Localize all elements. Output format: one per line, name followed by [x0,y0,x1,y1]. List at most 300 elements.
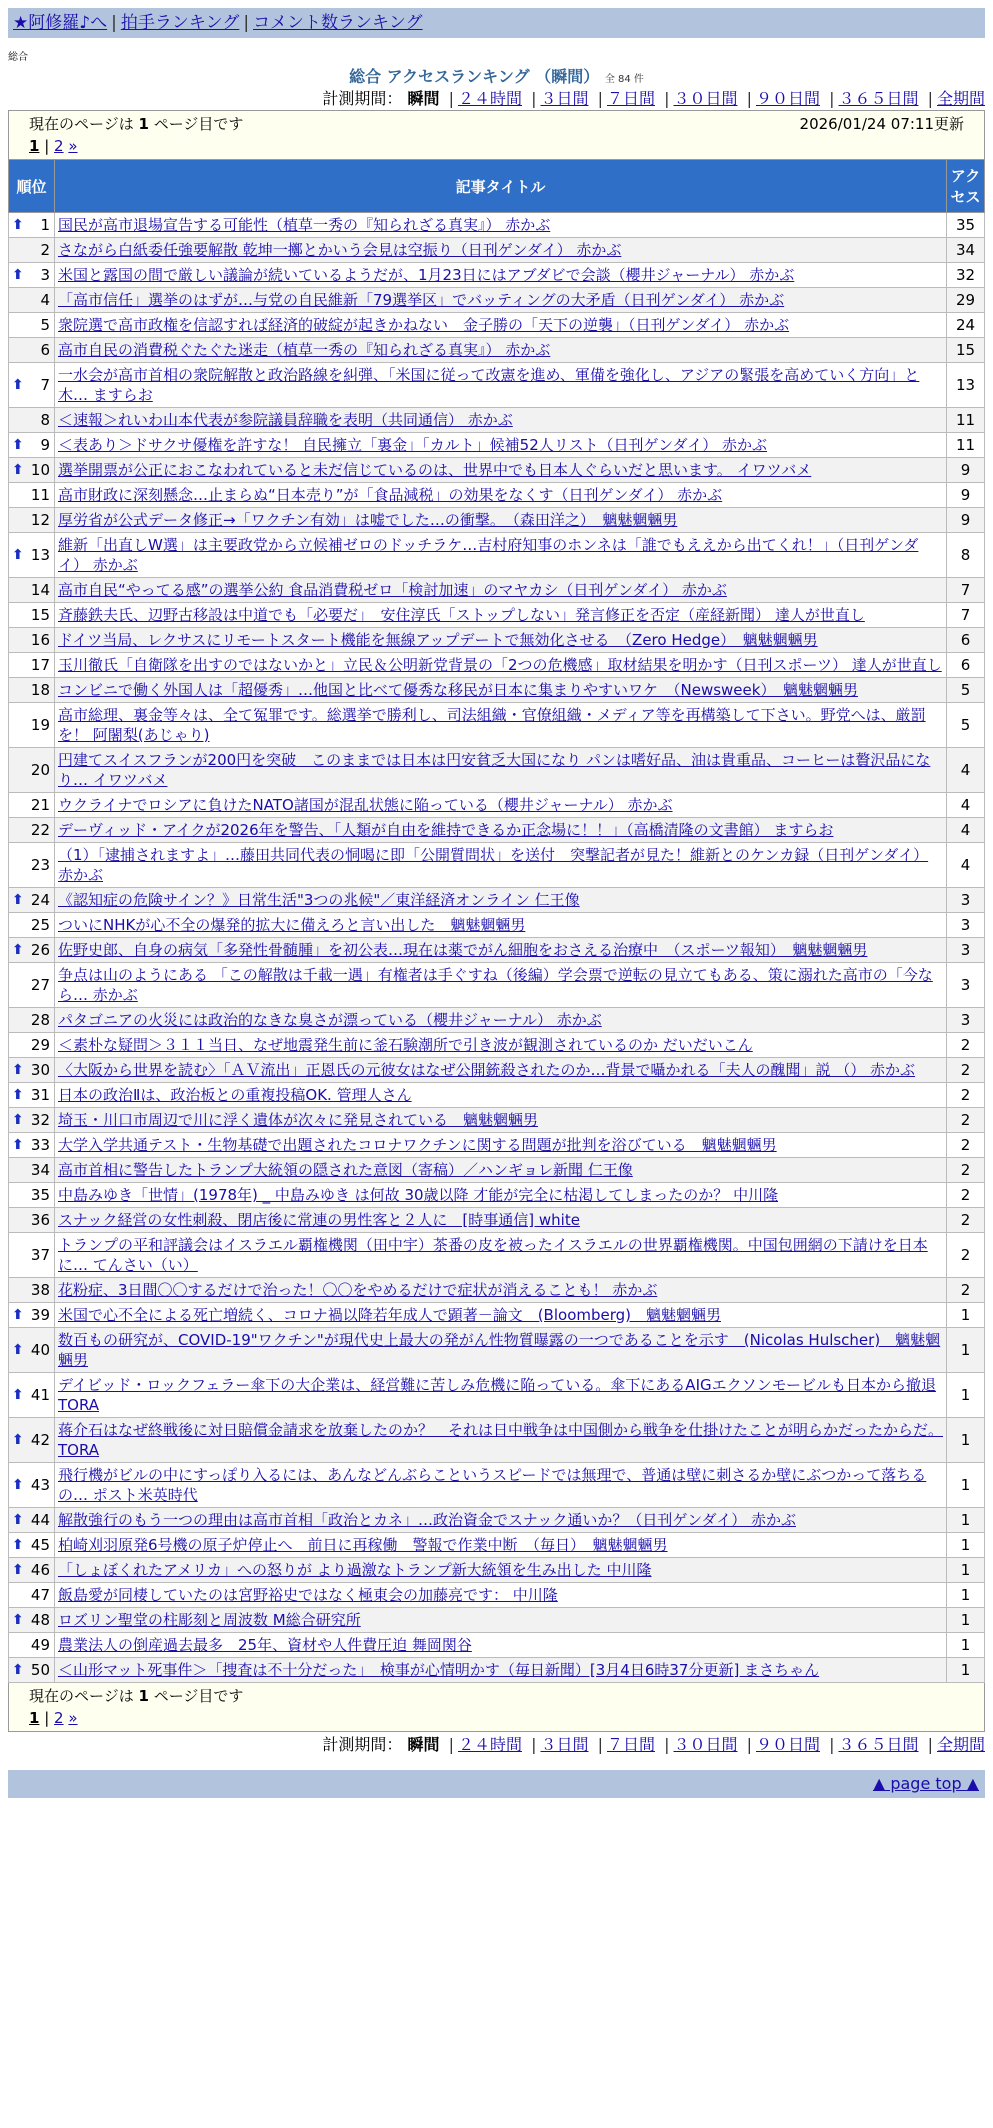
rank-cell [9,1608,55,1633]
table-row [9,1373,985,1418]
rank-up-arrow-icon: ⬆ [12,1562,24,1578]
rank-number: 39 [30,1306,50,1324]
rank-cell [9,338,55,363]
article-link[interactable]: 選挙開票が公正におこなわれていると未だ信じているのは、世界中でも日本人ぐらいだと思います。 イワツバメ [58,461,812,479]
table-row [9,888,985,913]
access-count: 1 [947,1533,985,1558]
rank-cell [9,1183,55,1208]
access-count: 32 [947,263,985,288]
rank-up-arrow-icon: ⬆ [12,1387,24,1403]
title-cell [55,1303,947,1328]
rank-cell [9,1533,55,1558]
page-top-link[interactable]: ▲ page top ▲ [872,1774,979,1793]
rank-number: 5 [40,316,50,334]
rank-up-arrow-icon: ⬆ [12,942,24,958]
rank-number: 1 [40,216,50,234]
rank-number: 35 [30,1186,50,1204]
access-count: 1 [947,1463,985,1508]
period-3d-link-bottom[interactable]: ３日間 [540,1735,589,1754]
asyura-home-link[interactable]: ★阿修羅♪へ [13,13,108,33]
rank-up-arrow-icon: ⬆ [12,1342,24,1358]
title-cell [55,913,947,938]
access-count: 2 [947,1183,985,1208]
access-count: 4 [947,843,985,888]
table-row [9,483,985,508]
rank-cell [9,748,55,793]
table-row [9,1108,985,1133]
access-count: 3 [947,913,985,938]
access-count: 2 [947,1108,985,1133]
table-row [9,1058,985,1083]
rank-number: 13 [30,546,50,564]
article-link[interactable]: 「しょぼくれたアメリカ」への怒りが より過激なトランプ新大統領を生み出した 中川隆 [58,1561,652,1579]
title-cell [55,213,947,238]
rank-number: 22 [30,821,50,839]
rank-up-arrow-icon: ⬆ [12,1137,24,1153]
title-cell [55,1208,947,1233]
access-count: 9 [947,508,985,533]
rank-cell [9,1033,55,1058]
article-link[interactable]: 解散強行のもう一つの理由は高市首相「政治とカネ」…政治資金でスナック通いか？（日刊ゲンダイ） 赤かぶ [58,1511,796,1529]
title-cell [55,678,947,703]
rank-cell [9,1278,55,1303]
table-row [9,1158,985,1183]
rank-cell [9,1303,55,1328]
rank-up-arrow-icon: ⬆ [12,1112,24,1128]
rank-number: 10 [30,461,50,479]
title-cell [55,433,947,458]
article-link[interactable]: 維新「出直しW選」は主要政党から立候補ゼロのドッチラケ…吉村府知事のホンネは「誰でもええから出てくれ！」（日刊ゲンダイ） 赤かぶ [58,536,919,574]
rank-number: 19 [30,716,50,734]
article-link[interactable]: 《認知症の危険サイン？》日常生活"3つの兆候"／東洋経済オンライン 仁王像 [58,891,580,909]
title-cell [55,1373,947,1418]
rank-cell [9,1058,55,1083]
header-access: アクセス [947,160,985,213]
table-row [9,628,985,653]
access-count: 24 [947,313,985,338]
rank-cell [9,963,55,1008]
table-row [9,238,985,263]
access-count: 1 [947,1373,985,1418]
rank-number: 20 [30,761,50,779]
rank-up-arrow-icon: ⬆ [12,1612,24,1628]
rank-cell [9,458,55,483]
rank-up-arrow-icon: ⬆ [12,377,24,393]
title-cell [55,1233,947,1278]
article-link[interactable]: 円建てスイスフランが200円を突破 このままでは日本は円安貧乏大国になり パンは嗜好品、油は貴重品、コーヒーは贅沢品になり… イワツバメ [58,751,931,789]
table-row [9,1303,985,1328]
title-cell [55,1418,947,1463]
rank-cell [9,533,55,578]
rank-cell [9,1508,55,1533]
title-cell [55,1158,947,1183]
rank-up-arrow-icon: ⬆ [12,892,24,908]
access-count: 4 [947,793,985,818]
rank-cell [9,1083,55,1108]
period-7d-link-bottom[interactable]: ７日間 [606,1735,655,1754]
access-count: 2 [947,1208,985,1233]
rank-number: 11 [30,486,50,504]
title-cell [55,508,947,533]
rank-up-arrow-icon: ⬆ [12,1432,24,1448]
article-link[interactable]: 争点は山のようにある 「この解散は千載一遇」有権者は手ぐすね（後編）学会票で逆転の見立てもある、策に溺れた高市の「今なら… 赤かぶ [58,966,933,1004]
rank-number: 34 [30,1161,50,1179]
title-cell [55,1658,947,1683]
article-link[interactable]: （1）「逮捕されますよ」…藤田共同代表の恫喝に即「公開質問状」を送付 突撃記者が見た！維新とのケンカ録（日刊ゲンダイ） 赤かぶ [58,846,929,884]
table-row [9,843,985,888]
article-link[interactable]: 斉藤鉄夫氏、辺野古移設は中道でも「必要だ」 安住淳氏「ストップしない」発言修正を否定（産経新聞） 達人が世直し [58,606,865,624]
article-link[interactable]: ＜素朴な疑問＞３１１当日、なぜ地震発生前に釜石験潮所で引き波が観測されているのか だいだいこん [58,1036,753,1054]
period-24h-link[interactable]: ２４時間 [457,89,522,108]
table-row [9,1508,985,1533]
rank-cell [9,1108,55,1133]
access-count: 1 [947,1508,985,1533]
pager-bottom: 現在のページは 1 ページ目です 1 | 2 » [8,1683,985,1732]
title-cell [55,1083,947,1108]
access-count: 6 [947,628,985,653]
rank-cell [9,1418,55,1463]
article-link[interactable]: 数百もの研究が、COVID-19"ワクチン"が現代史上最大の発がん性物質曝露の一つであることを示す (Nicolas Hulscher) 魑魅魍魎男 [58,1331,941,1369]
rank-cell [9,818,55,843]
period-30d-link[interactable]: ３０日間 [673,89,738,108]
article-link[interactable]: ＜速報＞れいわ山本代表が参院議員辞職を表明（共同通信） 赤かぶ [58,411,513,429]
access-count: 11 [947,408,985,433]
article-link[interactable]: 国民が高市退場宣告する可能性（植草一秀の『知られざる真実』） 赤かぶ [58,216,551,234]
article-link[interactable]: 農業法人の倒産過去最多 25年、資材や人件費圧迫 舞岡関谷 [58,1636,472,1654]
rank-number: 26 [30,941,50,959]
period-24h-link-bottom[interactable]: ２４時間 [457,1735,522,1754]
title-cell [55,578,947,603]
pager-top: 現在のページは 1 ページ目です 2026/01/24 07:11更新 1 | 2 » [8,110,985,159]
rank-number: 48 [30,1611,50,1629]
access-count: 3 [947,963,985,1008]
access-count: 1 [947,1418,985,1463]
title-cell [55,1058,947,1083]
rank-number: 27 [30,976,50,994]
rank-up-arrow-icon: ⬆ [12,1512,24,1528]
access-count: 4 [947,748,985,793]
title-cell [55,458,947,483]
rank-number: 17 [30,656,50,674]
title-cell [55,338,947,363]
title-cell [55,1183,947,1208]
bottom-bar [8,1770,985,1798]
period-90d-link-bottom[interactable]: ９０日間 [755,1735,820,1754]
access-count: 2 [947,1133,985,1158]
table-row [9,1233,985,1278]
rank-number: 36 [30,1211,50,1229]
table-row [9,408,985,433]
rank-number: 28 [30,1011,50,1029]
access-count: 8 [947,533,985,578]
comment-ranking-link[interactable]: コメント数ランキング [253,13,423,33]
rank-up-arrow-icon: ⬆ [12,1477,24,1493]
title-cell [55,1533,947,1558]
next-page-link[interactable]: » [68,137,78,155]
category-label: 総合 [8,52,28,63]
table-row [9,1533,985,1558]
access-count: 9 [947,483,985,508]
article-link[interactable]: 佐野史郎、自身の病気「多発性骨髄腫」を初公表…現在は薬でがん細胞をおさえる治療中 （スポーツ報知） 魑魅魍魎男 [58,941,868,959]
access-count: 29 [947,288,985,313]
rank-number: 2 [40,241,50,259]
table-row [9,748,985,793]
access-count: 15 [947,338,985,363]
table-row [9,1463,985,1508]
rank-cell [9,1328,55,1373]
rank-up-arrow-icon: ⬆ [12,437,24,453]
period-365d-link[interactable]: ３６５日間 [838,89,919,108]
access-count: 4 [947,818,985,843]
title-cell [55,603,947,628]
table-row [9,793,985,818]
title-cell [55,1008,947,1033]
access-count: 5 [947,703,985,748]
access-count: 1 [947,1633,985,1658]
table-row [9,313,985,338]
article-link[interactable]: デイビッド・ロックフェラー傘下の大企業は、経営難に苦しみ危機に陥っている。傘下にあるAIGエクソンモービルも日本から撤退 TORA [58,1376,937,1414]
table-row [9,1183,985,1208]
top-nav-bar: ★阿修羅♪へ | 拍手ランキング | コメント数ランキング [8,8,985,38]
period-30d-link-bottom[interactable]: ３０日間 [673,1735,738,1754]
rank-cell [9,263,55,288]
access-count: 1 [947,1608,985,1633]
rank-number: 18 [30,681,50,699]
rank-cell [9,213,55,238]
article-link[interactable]: 飯島愛が同棲していたのは宮野裕史ではなく極東会の加藤亮です： 中川隆 [58,1586,558,1604]
access-count: 7 [947,578,985,603]
title-cell [55,313,947,338]
table-row [9,703,985,748]
table-row [9,458,985,483]
table-row [9,913,985,938]
period-7d-link[interactable]: ７日間 [606,89,655,108]
rank-number: 23 [30,856,50,874]
rank-number: 40 [30,1341,50,1359]
article-link[interactable]: ついにNHKが心不全の爆発的拡大に備えろと言い出した 魑魅魍魎男 [58,916,526,934]
article-link[interactable]: 高市財政に深刻懸念…止まらぬ“日本売り”が「食品減税」の効果をなくす（日刊ゲンダイ） 赤かぶ [58,486,723,504]
rank-cell [9,888,55,913]
article-link[interactable]: スナック経営の女性刺殺、閉店後に常連の男性客と２人に [時事通信] white [58,1211,580,1229]
rank-cell [9,1208,55,1233]
rank-cell [9,603,55,628]
table-row [9,533,985,578]
rank-cell [9,793,55,818]
article-link[interactable]: 柏崎刈羽原発6号機の原子炉停止へ 前日に再稼働 警報で作業中断 （毎日） 魑魅魍魎男 [58,1536,668,1554]
rank-cell [9,578,55,603]
rank-number: 32 [30,1111,50,1129]
period-selector-bottom: 計測期間： 瞬間 | ２４時間 | ３日間 | ７日間 | ３０日間 | ９０日間 | ３６５日間 | 全期間 [322,1735,985,1754]
article-link[interactable]: 〈大阪から世界を読む〉「ＡＶ流出」正恩氏の元彼女はなぜ公開銃殺されたのか…背景で囁かれる「夫人の醜聞」説 （） 赤かぶ [58,1061,916,1079]
period-365d-link-bottom[interactable]: ３６５日間 [838,1735,919,1754]
title-cell [55,1278,947,1303]
title-cell [55,263,947,288]
rank-cell [9,913,55,938]
ranking-table [8,159,985,1683]
article-link[interactable]: 厚労省が公式データ修正→「ワクチン有効」は嘘でした…の衝撃。 （森田洋之） 魑魅魍魎男 [58,511,678,529]
rank-number: 4 [40,291,50,309]
period-label: 計測期間： [322,89,403,108]
rank-cell [9,1158,55,1183]
article-link[interactable]: 花粉症、3日間〇〇するだけで治った！〇〇をやめるだけで症状が消えることも！ 赤かぶ [58,1281,658,1299]
rank-number: 14 [30,581,50,599]
article-link[interactable]: 「高市信任」選挙のはずが…与党の自民維新「79選挙区」でバッティングの大矛盾（日刊ゲンダイ） 赤かぶ [58,291,785,309]
period-current: 瞬間 [407,89,440,108]
access-count: 3 [947,888,985,913]
article-link[interactable]: 埼玉・川口市周辺で川に浮く遺体が次々に発見されている 魑魅魍魎男 [58,1111,539,1129]
rank-up-arrow-icon: ⬆ [12,217,24,233]
page-status-bottom: 現在のページは 1 ページ目です [29,1687,244,1705]
title-cell [55,1583,947,1608]
table-row [9,433,985,458]
rank-number: 49 [30,1636,50,1654]
access-count: 3 [947,938,985,963]
table-row [9,288,985,313]
table-row [9,1558,985,1583]
period-all-link-bottom[interactable]: 全期間 [936,1735,985,1754]
rank-number: 50 [30,1661,50,1679]
title-cell [55,1463,947,1508]
period-3d-link[interactable]: ３日間 [540,89,589,108]
article-link[interactable]: ロズリン聖堂の柱彫刻と周波数 M総合研究所 [58,1611,361,1629]
rank-up-arrow-icon: ⬆ [12,1307,24,1323]
period-all-link[interactable]: 全期間 [936,89,985,108]
access-count: 1 [947,1583,985,1608]
article-link[interactable]: 中島みゆき「世情」(1978年) _ 中島みゆき は何故 30歳以降 才能が完全に枯渇してしまったのか？ 中川隆 [58,1186,779,1204]
table-row [9,1608,985,1633]
table-row [9,363,985,408]
title-cell [55,818,947,843]
article-link[interactable]: 蒋介石はなぜ終戦後に対日賠償金請求を放棄したのか？ それは日中戦争は中国側から戦争を仕掛けたことが明らかだったからだ。 TORA [58,1421,944,1459]
rank-number: 16 [30,631,50,649]
table-row [9,1658,985,1683]
page-2-link-bottom[interactable]: 2 [54,1709,64,1727]
page-status: 現在のページは 1 ページ目です [29,115,244,133]
rank-cell [9,1658,55,1683]
article-link[interactable]: さながら白紙委任強要解散 乾坤一擲とかいう会見は空振り（日刊ゲンダイ） 赤かぶ [58,241,622,259]
rank-number: 37 [30,1246,50,1264]
article-link[interactable]: コンビニで働く外国人は「超優秀」…他国と比べて優秀な移民が日本に集まりやすいワケ （Newsweek） 魑魅魍魎男 [58,681,858,699]
article-link[interactable]: 高市自民“やってる感”の選挙公約 食品消費税ゼロ「検討加速」のマヤカシ（日刊ゲンダイ） 赤かぶ [58,581,727,599]
article-link[interactable]: 一水会が高市首相の衆院解散と政治路線を糾弾、「米国に従って改憲を進め、軍備を強化し、アジアの緊張を高めていく方向」と木… ますらお [58,366,920,404]
title-cell [55,748,947,793]
access-count: 2 [947,1058,985,1083]
table-row [9,1008,985,1033]
rank-number: 47 [30,1586,50,1604]
rank-number: 21 [30,796,50,814]
next-page-link-bottom[interactable]: » [68,1709,78,1727]
access-count: 11 [947,433,985,458]
rank-cell [9,628,55,653]
rank-number: 8 [40,411,50,429]
rank-cell [9,703,55,748]
rank-number: 38 [30,1281,50,1299]
rank-cell [9,483,55,508]
table-row [9,263,985,288]
rank-number: 9 [40,436,50,454]
article-link[interactable]: ウクライナでロシアに負けたNATO諸国が混乱状態に陥っている（櫻井ジャーナル） 赤かぶ [58,796,673,814]
title-cell [55,938,947,963]
article-link[interactable]: 日本の政治Ⅱは、政治板との重複投稿OK. 管理人さん [58,1086,412,1104]
table-row [9,1208,985,1233]
access-count: 13 [947,363,985,408]
article-link[interactable]: 飛行機がビルの中にすっぽり入るには、あんなどんぶらこというスピードでは無理で、普通は壁に刺さるか壁にぶつかって落ちるの… ポスト米英時代 [58,1466,927,1504]
rank-number: 7 [40,376,50,394]
article-link[interactable]: 高市総理、裏金等々は、全て冤罪です。総選挙で勝利し、司法組織・官僚組織・メディア等を再構築して下さい。野党へは、厳罰を！ 阿闍梨(あじゃり) [58,706,926,744]
access-count: 1 [947,1303,985,1328]
article-link[interactable]: 米国と露国の間で厳しい議論が続いているようだが、1月23日にはアブダビで会談（櫻井ジャーナル） 赤かぶ [58,266,795,284]
rank-number: 30 [30,1061,50,1079]
rank-number: 33 [30,1136,50,1154]
article-link[interactable]: ＜表あり＞ドサクサ優権を許すな！ 自民擁立「裏金」「カルト」候補52人リスト（日刊ゲンダイ） 赤かぶ [58,436,768,454]
rank-number: 45 [30,1536,50,1554]
rank-up-arrow-icon: ⬆ [12,547,24,563]
access-count: 34 [947,238,985,263]
rank-cell [9,1633,55,1658]
article-link[interactable]: パタゴニアの火災には政治的なきな臭さが漂っている（櫻井ジャーナル） 赤かぶ [58,1011,602,1029]
article-link[interactable]: ＜山形マット死事件＞「捜査は不十分だった」 検事が心情明かす（毎日新聞）[3月4日6時37分更新] まさちゃん [58,1661,820,1679]
access-count: 5 [947,678,985,703]
article-link[interactable]: トランプの平和評議会はイスラエル覇権機関（田中宇）茶番の皮を被ったイスラエルの世界覇権機関。中国包囲網の下請けを日本に… てんさい（い） [58,1236,928,1274]
rank-number: 41 [30,1386,50,1404]
access-count: 9 [947,458,985,483]
article-link[interactable]: 米国で心不全による死亡増続く、コロナ禍以降若年成人で顕著－論文 (Bloomberg) 魑魅魍魎男 [58,1306,722,1324]
title-cell [55,1133,947,1158]
article-link[interactable]: 高市自民の消費税ぐたぐた迷走（植草一秀の『知られざる真実』） 赤かぶ [58,341,551,359]
title-cell [55,1033,947,1058]
rank-up-arrow-icon: ⬆ [12,462,24,478]
article-link[interactable]: 衆院選で高市政権を信認すれば経済的破綻が起きかねない 金子勝の「天下の逆襲」（日刊ゲンダイ） 赤かぶ [58,316,790,334]
rank-cell [9,1583,55,1608]
article-link[interactable]: 高市首相に警告したトランプ大統領の隠された意図（寄稿）／ハンギョレ新聞 仁王像 [58,1161,633,1179]
page-2-link[interactable]: 2 [54,137,64,155]
rank-cell [9,363,55,408]
title-cell [55,888,947,913]
table-row [9,653,985,678]
period-90d-link[interactable]: ９０日間 [755,89,820,108]
rank-number: 3 [40,266,50,284]
table-row [9,1418,985,1463]
article-link[interactable]: ドイツ当局、レクサスにリモートスタート機能を無線アップデートで無効化させる （Zero Hedge） 魑魅魍魎男 [58,631,818,649]
access-count: 2 [947,1083,985,1108]
page-1-current: 1 [29,137,40,155]
rank-cell [9,938,55,963]
rank-cell [9,1558,55,1583]
rank-cell [9,238,55,263]
rank-number: 24 [30,891,50,909]
article-link[interactable]: デーヴィッド・アイクが2026年を警告、「人類が自由を維持できるか正念場に！！」（高橋清隆の文書館） ますらお [58,821,834,839]
title-cell [55,1558,947,1583]
access-count: 1 [947,1658,985,1683]
rank-number: 43 [30,1476,50,1494]
table-row [9,1633,985,1658]
clap-ranking-link[interactable]: 拍手ランキング [120,13,240,33]
table-row [9,578,985,603]
rank-up-arrow-icon: ⬆ [12,1062,24,1078]
page-title-text: 総合 アクセスランキング （瞬間） [349,67,600,86]
rank-number: 31 [30,1086,50,1104]
rank-cell [9,433,55,458]
access-count: 35 [947,213,985,238]
article-link[interactable]: 玉川徹氏「自衛隊を出すのではないかと」立民＆公明新党背景の「2つの危機感」取材結果を明かす（日刊スポーツ） 達人が世直し [58,656,942,674]
rank-number: 6 [40,341,50,359]
access-count: 2 [947,1233,985,1278]
title-cell [55,483,947,508]
article-link[interactable]: 大学入学共通テスト・生物基礎で出題されたコロナワクチンに関する問題が批判を浴びている 魑魅魍魎男 [58,1136,777,1154]
title-cell [55,408,947,433]
table-row [9,1033,985,1058]
title-cell [55,1633,947,1658]
